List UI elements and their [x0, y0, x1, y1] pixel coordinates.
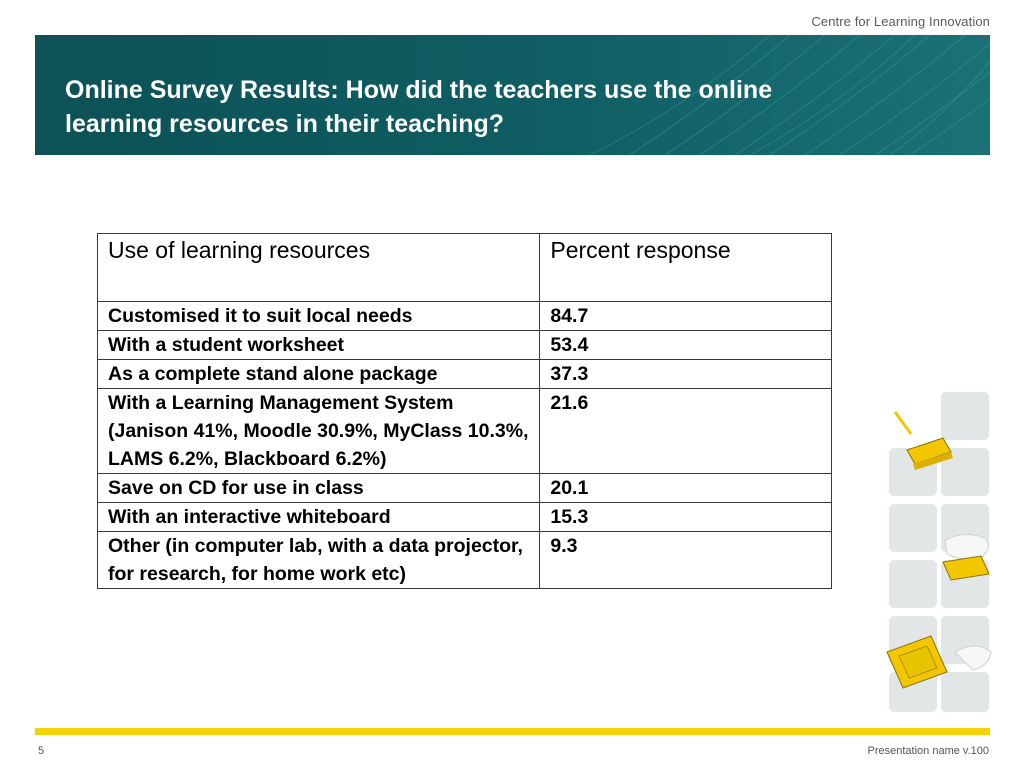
percent-cell: 21.6 — [540, 389, 832, 474]
table-row — [98, 331, 832, 360]
use-cell: Save on CD for use in class — [98, 474, 540, 503]
percent-cell: 15.3 — [540, 503, 832, 532]
percent-cell: 37.3 — [540, 360, 832, 389]
organization-name: Centre for Learning Innovation — [811, 14, 990, 29]
decorative-tile-graphic — [885, 390, 995, 720]
footer-accent-bar — [35, 728, 990, 735]
table-row — [98, 474, 832, 503]
use-cell: Other (in computer lab, with a data projector, for research, for home work etc) — [98, 532, 540, 589]
slide-title: Online Survey Results: How did the teachers use the online learning resources in their teaching? — [65, 76, 773, 138]
use-cell: With a student worksheet — [98, 331, 540, 360]
page-number: 5 — [38, 745, 45, 757]
column-header-use: Use of learning resources — [98, 234, 540, 302]
use-cell: Customised it to suit local needs — [98, 302, 540, 331]
table-row — [98, 532, 832, 589]
title-banner — [35, 35, 990, 155]
use-cell: With an interactive whiteboard — [98, 503, 540, 532]
table-row — [98, 360, 832, 389]
percent-cell: 53.4 — [540, 331, 832, 360]
survey-results-table — [97, 233, 832, 589]
use-cell: With a Learning Management System (Janison 41%, Moodle 30.9%, MyClass 10.3%, LAMS 6.2%, Blackboard 6.2%) — [98, 389, 540, 474]
presentation-name: Presentation name v.100 — [867, 745, 989, 757]
percent-cell: 84.7 — [540, 302, 832, 331]
table-row — [98, 302, 832, 331]
use-cell: As a complete stand alone package — [98, 360, 540, 389]
percent-cell: 20.1 — [540, 474, 832, 503]
table-row — [98, 503, 832, 532]
table-row — [98, 389, 832, 474]
percent-cell: 9.3 — [540, 532, 832, 589]
table-header-row — [98, 234, 832, 302]
column-header-percent: Percent response — [540, 234, 832, 302]
hand-icon — [943, 534, 989, 580]
